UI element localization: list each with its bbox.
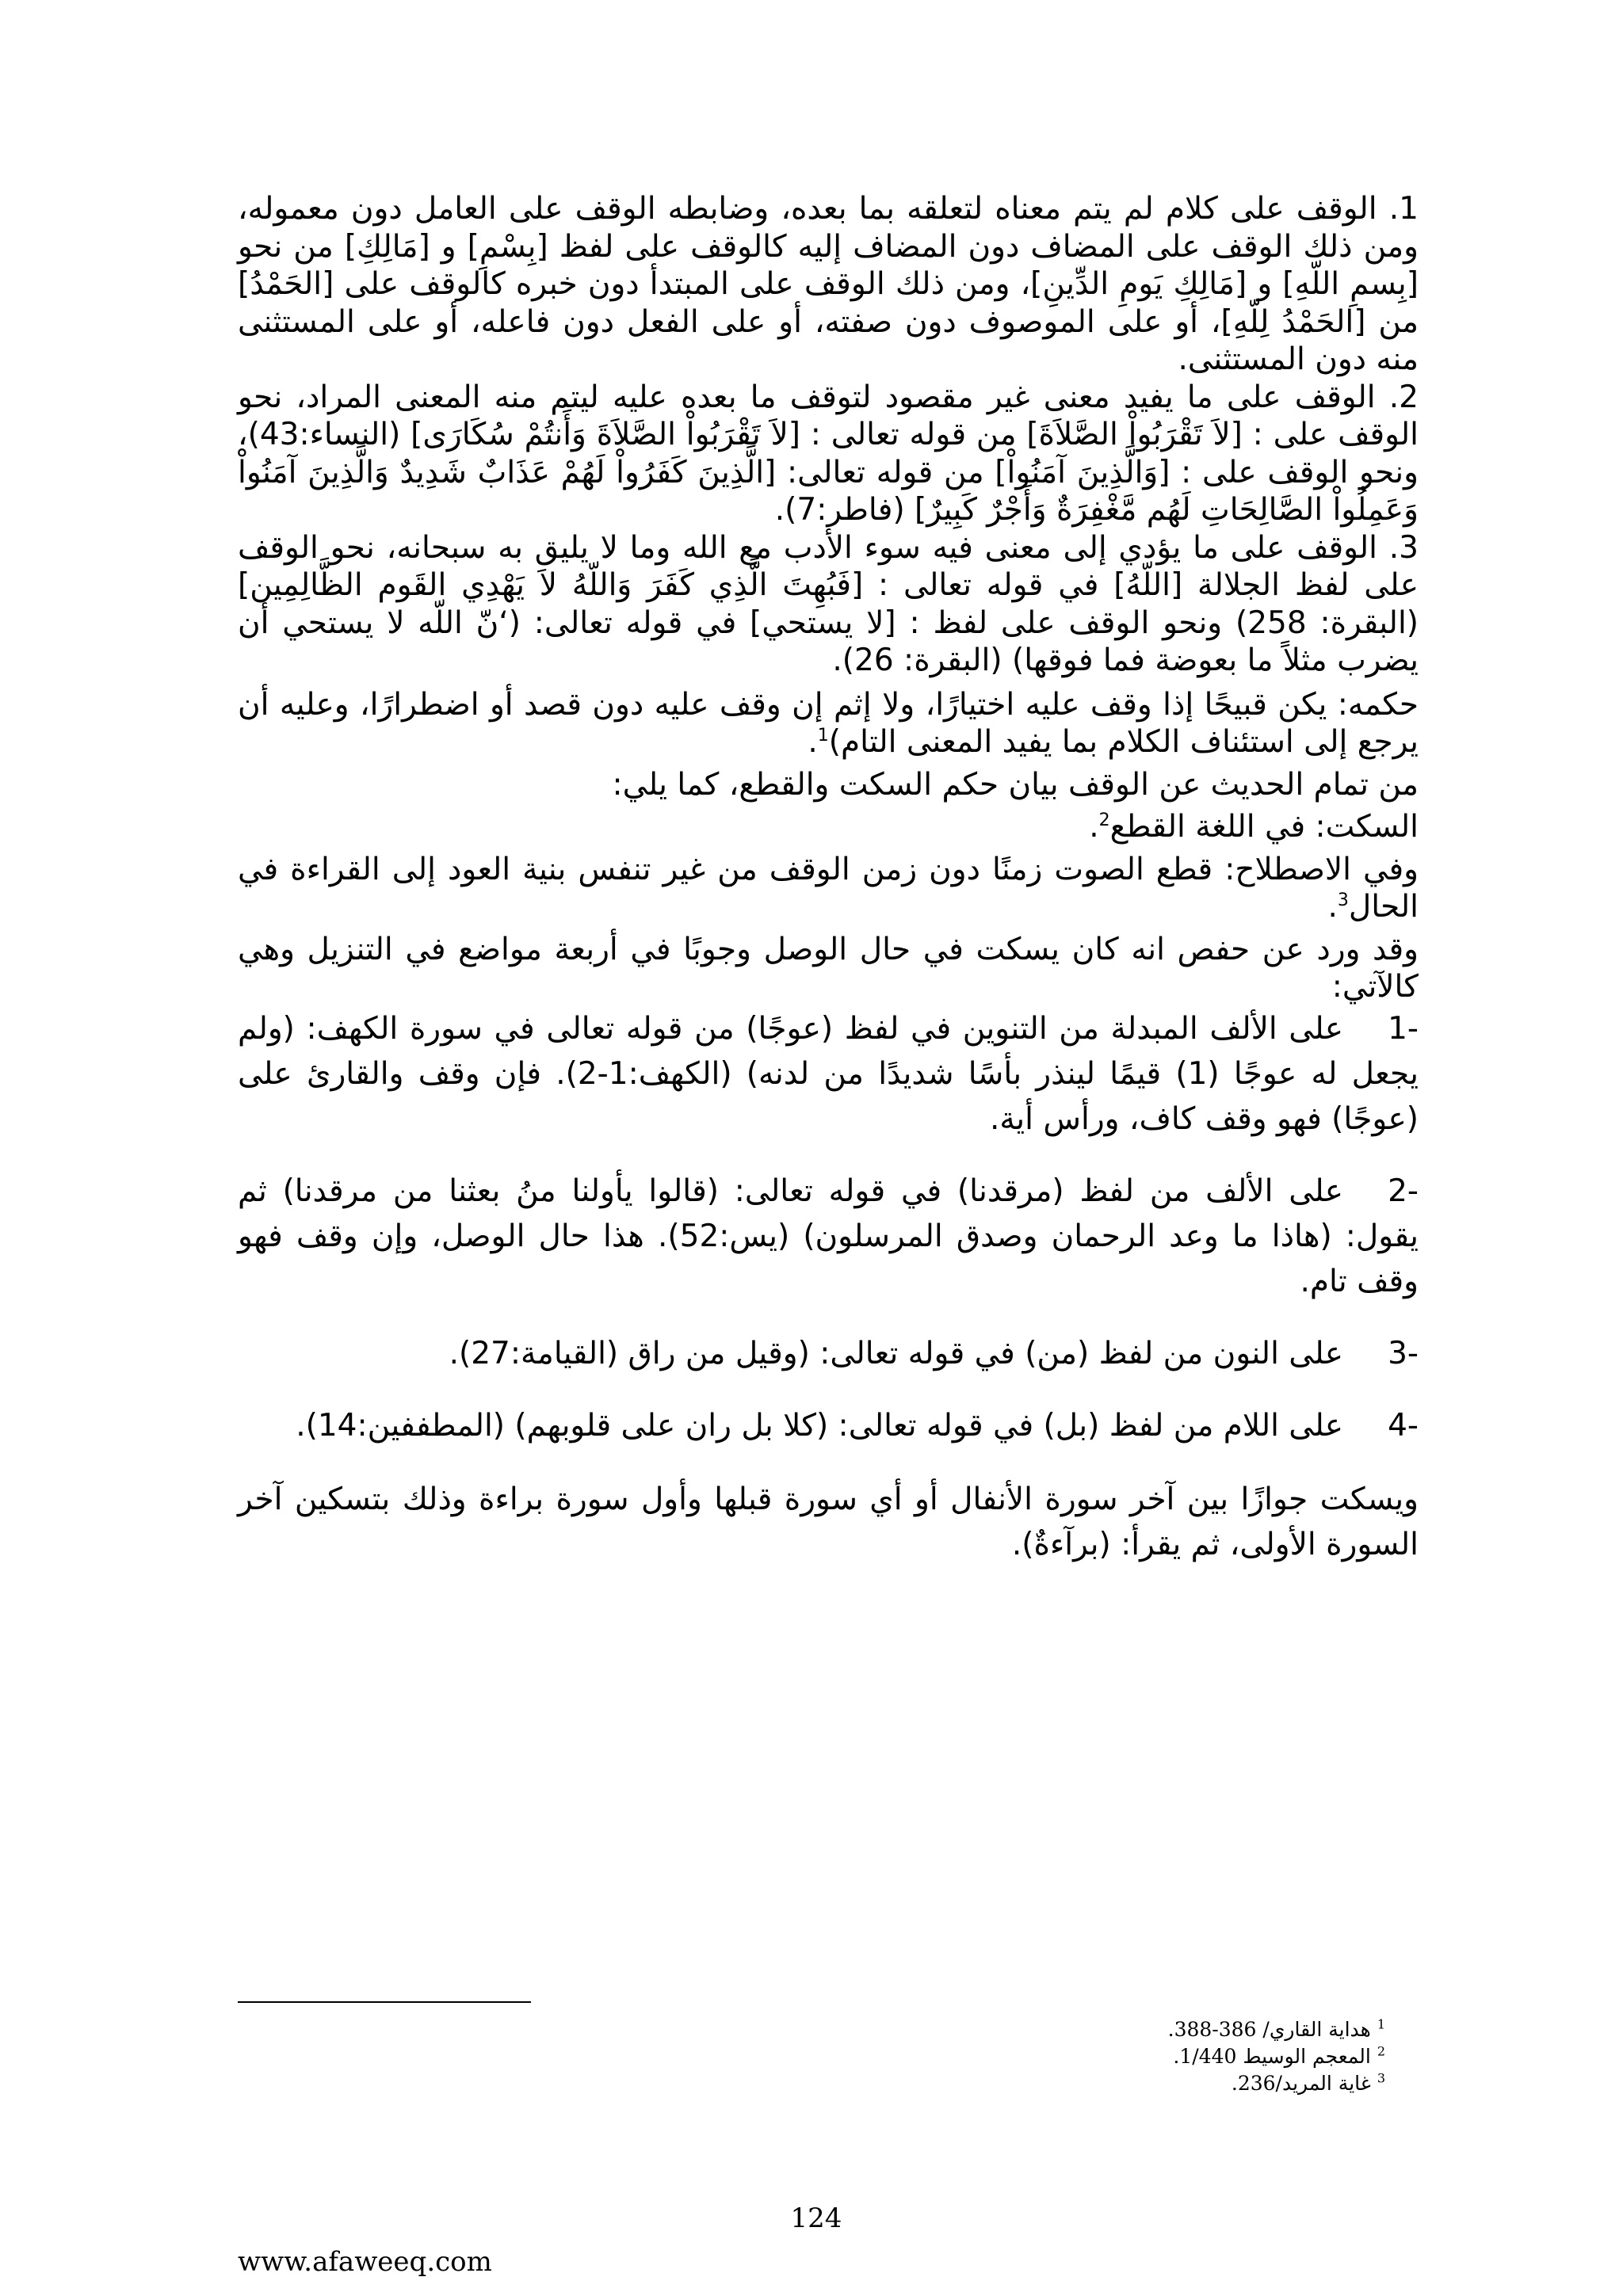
list-item-text: على الألف المبدلة من التنوين في لفظ (عوجًا) من قوله تعالى في سورة الكهف: (ولم يجعل له عوجًا (1) قيمًا لينذر بأسًا شديدًا من لدنه) (الكهف:1-2). فإن وقف والقارئ على (عوجًا) فهو وقف كاف، ورأس أية. [238, 1010, 1419, 1137]
list-item-number: -4 [1388, 1407, 1419, 1444]
closing-paragraph: ويسكت جوازًا بين آخر سورة الأنفال أو أي سورة قبلها وأول سورة براءة وذلك بتسكين آخر السورة الأولى، ثم يقرأ: (برآءةٌ). [238, 1481, 1419, 1562]
footnotes [831, 2016, 1385, 2097]
list-item-number: -3 [1388, 1335, 1419, 1371]
list-item-text: على النون من لفظ (من) في قوله تعالى: (وقيل من راق (القيامة:27). [449, 1335, 1343, 1371]
website-footer: www.afaweeq.com [238, 2246, 492, 2278]
footnote-item [831, 2016, 1385, 2043]
sakt-definition-heading: السكت: في اللغة القطع$^2$. [1089, 809, 1419, 845]
ruling-paragraph: حكمه: يكن قبيحًا إذا وقف عليه اختيارًا، ولا إثم إن وقف عليه دون قصد أو اضطرارًا، وعليه أن يرجع إلى استئناف الكلام بما يفيد المعنى التام)$^1$. [238, 686, 1419, 760]
ruling-text: حكمه: يكن قبيحًا إذا وقف عليه اختيارًا، ولا إثم إن وقف عليه دون قصد أو اضطرارًا، وعليه أن يرجع إلى استئناف الكلام بما يفيد المعنى التام) [238, 686, 1419, 760]
intro-paragraph: من تمام الحديث عن الوقف بيان حكم السكت والقطع، كما يلي: [612, 766, 1419, 803]
list-item [238, 1006, 1419, 1142]
footnote-text: غاية المريد/236. [1231, 2072, 1371, 2095]
list-item [238, 1331, 1419, 1376]
footnote-item [831, 2070, 1385, 2097]
list-item-number: -2 [1388, 1173, 1419, 1209]
list-item-text: على اللام من لفظ (بل) في قوله تعالى: (كلا بل ران على قلوبهم) (المطففين:14). [296, 1407, 1343, 1444]
footnote-number: 2 [1377, 2043, 1385, 2059]
sakt-heading-text: السكت: في اللغة القطع [1109, 809, 1419, 845]
technical-definition-text: وفي الاصطلاح: قطع الصوت زمنًا دون زمن الوقف من غير تنفس بنية العود إلى القراءة في الحال [238, 851, 1419, 925]
page-number: 124 [790, 2203, 842, 2234]
footnote-ref-1: 1 [817, 726, 829, 746]
footnote-text: المعجم الوسيط 1/440. [1173, 2045, 1371, 2068]
footnote-ref-2: 2 [1098, 810, 1110, 830]
list-item-text: على الألف من لفظ (مرقدنا) في قوله تعالى: (قالوا يأولنا منُ بعثنا من مرقدنا) ثم يقول: (هاذا ما وعد الرحمان وصدق المرسلون) (يس:52). هذا حال الوصل، وإن وقف فهو وقف تام. [238, 1173, 1419, 1299]
hafs-paragraph: وقد ورد عن حفص انه كان يسكت في حال الوصل وجوبًا في أربعة مواضع في التنزيل وهي كالآتي: [238, 931, 1419, 1005]
footnote-ref-3: 3 [1337, 891, 1349, 910]
footnote-number: 3 [1377, 2070, 1385, 2086]
paragraph-1: 1. الوقف على كلام لم يتم معناه لتعلقه بما بعده، وضابطه الوقف على العامل دون معموله، ومن ذلك الوقف على المضاف دون المضاف إليه كالوقف على لفظ [بِسْمِ] و [مَالِكِ] من نحو [بِسمِ اللّهِ] و [مَالِكِ يَومِ الدِّينِ]، ومن ذلك الوقف على المبتدأ دون خبره كالوقف على [الحَمْدُ] من [الحَمْدُ لِلّهِ]، أو على الموصوف دون صفته، أو على الفعل دون فاعله، أو على المستثنى منه دون المستثنى. [238, 191, 1419, 377]
footnote-separator [238, 2001, 531, 2003]
footnote-number: 1 [1377, 2016, 1385, 2032]
list-item [238, 1403, 1419, 1448]
footnote-text: هداية القاري/ 386-388. [1167, 2018, 1371, 2041]
technical-definition: وفي الاصطلاح: قطع الصوت زمنًا دون زمن الوقف من غير تنفس بنية العود إلى القراءة في الحال$^3$. [238, 851, 1419, 925]
paragraph-3: 3. الوقف على ما يؤدي إلى معنى فيه سوء الأدب مع الله وما لا يليق به سبحانه، نحو الوقف على لفظ الجلالة [اللّهُ] في قوله تعالى : [فَبُهِتَ الَّذِي كَفَرَ وَاللّهُ لاَ يَهْدِي القَوم الظَّالِمِين] (البقرة: 258) ونحو الوقف على لفظ : [لا يستحي] في قوله تعالى: (‘نّ اللّه لا يستحي أن يضرب مثلاً ما بعوضة فما فوقها) (البقرة: 26). [238, 529, 1419, 678]
paragraph-2: 2. الوقف على ما يفيد معنى غير مقصود لتوقف ما بعده عليه ليتم منه المعنى المراد، نحو الوقف على : [لاَ تَقْرَبُواْ الصَّلاَةَ] من قوله تعالى : [لاَ تَقْرَبُواْ الصَّلاَةَ وَأَنتُمْ سُكَارَى] (النساء:43)، ونحو الوقف على : [وَالَّذِينَ آمَنُواْ] من قوله تعالى: [الَّذِينَ كَفَرُواْ لَهُمْ عَذَابٌ شَدِيدٌ وَالَّذِينَ آمَنُواْ وَعَمِلُواْ الصَّالِحَاتِ لَهُم مَّغْفِرَةٌ وَأَجْرٌ كَبِيرٌ] (فاطر:7). [238, 379, 1419, 528]
list-item-number: -1 [1388, 1010, 1419, 1047]
list-item [238, 1169, 1419, 1304]
main-text [238, 190, 1419, 1567]
footnote-item [831, 2043, 1385, 2070]
